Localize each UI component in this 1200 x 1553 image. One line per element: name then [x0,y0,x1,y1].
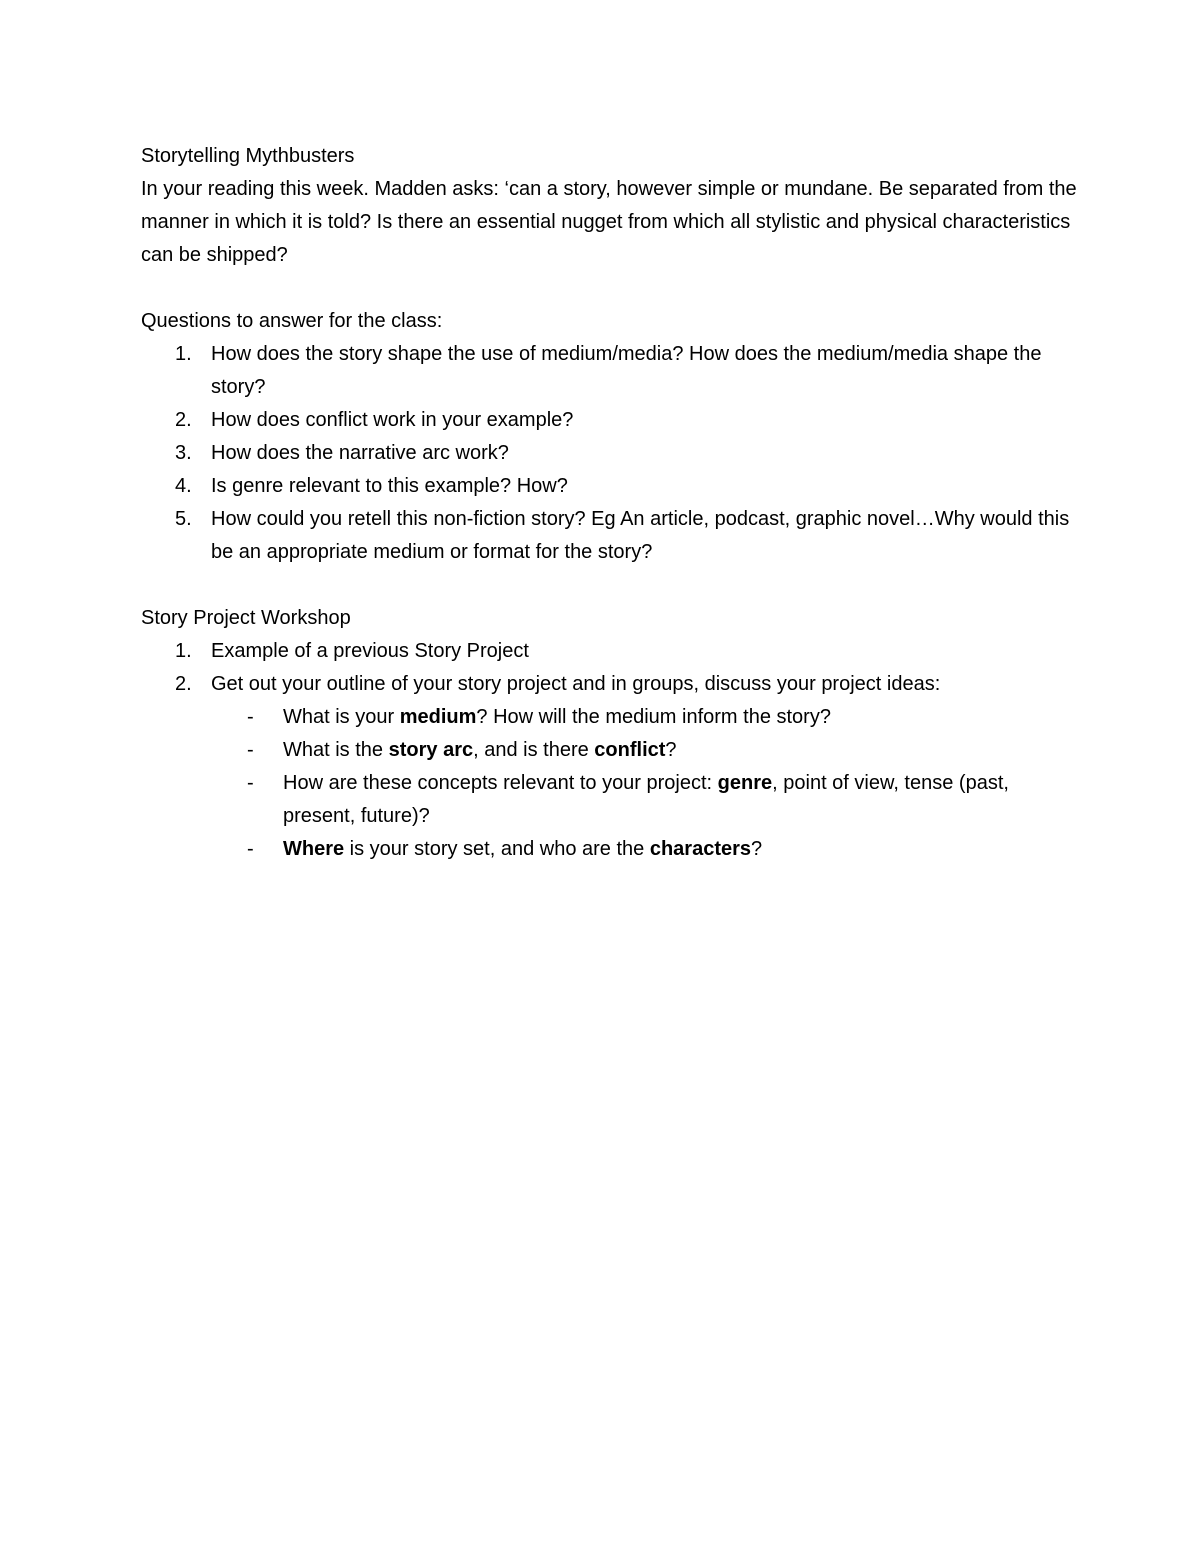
workshop-item [141,635,1081,668]
question-text: How does the narrative arc work? [211,442,509,464]
discussion-prompt [141,833,1081,866]
workshop-text: Get out your outline of your story project and in groups, discuss your project ideas: [211,673,941,695]
prompt-keyword: characters [649,838,752,860]
list-number: 4. [175,475,192,497]
prompt-text: is your story set, and who are the [344,838,650,860]
question-text: Is genre relevant to this example? How? [211,475,568,497]
spacer [141,569,1081,602]
questions-heading: Questions to answer for the class: [141,310,443,332]
question-item [141,404,1081,437]
prompt-text: , point of view, tense (past, present, future)? [283,772,1009,827]
dash-bullet: - [247,772,254,794]
spacer [141,272,1081,305]
question-item [141,503,1081,569]
discussion-prompts-list [211,701,1081,866]
dash-bullet: - [247,739,254,761]
prompt-text: ? [665,739,677,761]
prompt-text: How are these concepts relevant to your project: [283,772,718,794]
prompt-text: What is the [283,739,389,761]
prompt-text: ? [751,838,763,860]
dash-bullet: - [247,706,254,728]
prompt-keyword: story arc [388,739,474,761]
list-number: 2. [175,673,192,695]
question-item [141,338,1081,404]
prompt-text: , and is there [473,739,595,761]
question-text: How does conflict work in your example? [211,409,574,431]
discussion-prompt [141,734,1081,767]
question-item [141,470,1081,503]
document-title: Storytelling Mythbusters [141,145,355,167]
discussion-prompt [141,767,1081,833]
document-body [141,140,1081,866]
prompt-keyword: genre [717,772,773,794]
list-number: 1. [175,343,192,365]
list-number: 2. [175,409,192,431]
question-text: How does the story shape the use of medium/media? How does the medium/media shape the story? [211,343,1042,398]
prompt-keyword: medium [399,706,477,728]
workshop-heading: Story Project Workshop [141,607,351,629]
prompt-keyword: Where [283,838,345,860]
questions-list [141,338,1081,569]
list-number: 3. [175,442,192,464]
prompt-text: ? How will the medium inform the story? [476,706,831,728]
workshop-text: Example of a previous Story Project [211,640,529,662]
workshop-list [141,635,1081,866]
question-item [141,437,1081,470]
discussion-prompt [141,701,1081,734]
prompt-text: What is your [283,706,400,728]
list-number: 1. [175,640,192,662]
question-text: How could you retell this non-fiction story? Eg An article, podcast, graphic novel…Why would this be an appropriate medium or format for the story? [211,508,1070,563]
prompt-keyword: conflict [594,739,666,761]
intro-paragraph: In your reading this week. Madden asks: ‘can a story, however simple or mundane. Be separated from the manner in which it is told? Is there an essential nugget from which all stylistic and physical characteristics can be shipped? [141,178,1077,266]
list-number: 5. [175,508,192,530]
dash-bullet: - [247,838,254,860]
workshop-item [141,668,1081,866]
